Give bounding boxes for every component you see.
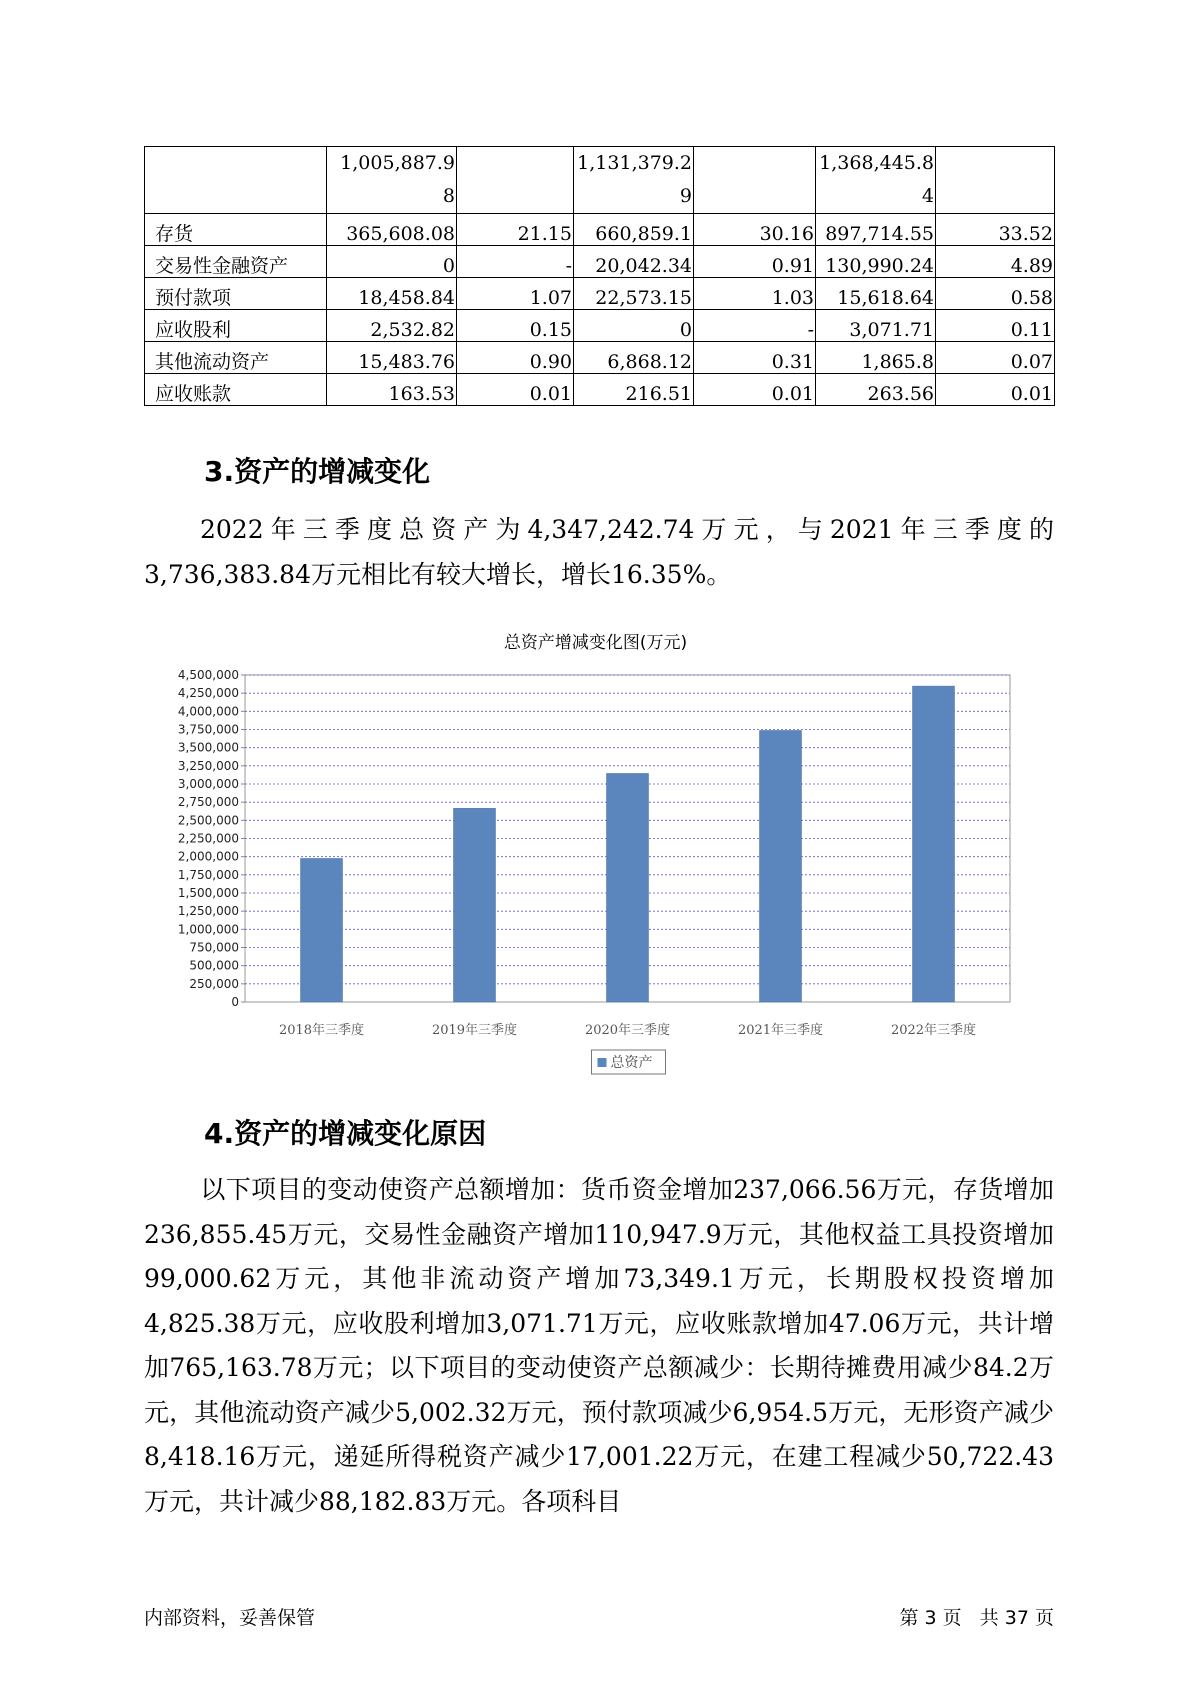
- table-cell: [694, 147, 816, 214]
- total-assets-chart: [150, 655, 1030, 1085]
- y-tick-label: 2,000,000: [177, 849, 239, 864]
- table-cell: 2,532.82: [327, 310, 457, 342]
- table-cell: 0.15: [457, 310, 574, 342]
- row-label: 预付款项: [145, 278, 327, 310]
- y-tick-label: 3,250,000: [177, 758, 239, 773]
- chart-title: 总资产增减变化图(万元): [503, 633, 688, 653]
- row-label: [145, 147, 327, 214]
- table-cell: 0: [574, 310, 694, 342]
- table-cell: 0.90: [457, 342, 574, 374]
- bar: [301, 858, 343, 1002]
- table-row: [145, 374, 1055, 406]
- table-row: [145, 278, 1055, 310]
- table-cell: 1,368,445.84: [816, 147, 936, 214]
- table-row: [145, 342, 1055, 374]
- y-tick-label: 1,750,000: [177, 867, 239, 882]
- table-cell: 263.56: [816, 374, 936, 406]
- table-row: [145, 147, 1055, 214]
- table-cell: 18,458.84: [327, 278, 457, 310]
- y-tick-label: 4,250,000: [177, 686, 239, 701]
- section-4-heading: 4.资产的增减变化原因: [204, 1117, 487, 1150]
- table-cell: 216.51: [574, 374, 694, 406]
- table-cell: 0.07: [936, 342, 1055, 374]
- section-3-heading: 3.资产的增减变化: [204, 455, 431, 488]
- table-cell: [457, 147, 574, 214]
- x-tick-label: 2021年三季度: [737, 1023, 824, 1038]
- y-tick-label: 3,500,000: [177, 740, 239, 755]
- y-tick-label: 1,500,000: [177, 886, 239, 900]
- table-cell: 15,483.76: [327, 342, 457, 374]
- table-cell: 1.03: [694, 278, 816, 310]
- row-label: 存货: [145, 214, 327, 246]
- table-cell: 6,868.12: [574, 342, 694, 374]
- table-cell: 365,608.08: [327, 214, 457, 246]
- table-row: [145, 310, 1055, 342]
- table-cell: 660,859.1: [574, 214, 694, 246]
- row-label: 其他流动资产: [145, 342, 327, 374]
- bar: [454, 808, 496, 1002]
- y-tick-label: 3,750,000: [177, 722, 239, 737]
- row-label: 应收股利: [145, 310, 327, 342]
- asset-table: [144, 146, 1055, 406]
- footer-confidential: 内部资料，妥善保管: [144, 1607, 316, 1629]
- bar: [760, 730, 802, 1002]
- table-cell: 1,865.8: [816, 342, 936, 374]
- table-cell: 130,990.24: [816, 246, 936, 278]
- x-tick-label: 2020年三季度: [584, 1023, 671, 1038]
- table-cell: 0: [327, 246, 457, 278]
- table-cell: 897,714.55: [816, 214, 936, 246]
- row-label: 交易性金融资产: [145, 246, 327, 278]
- table-cell: 1.07: [457, 278, 574, 310]
- table-cell: 0.11: [936, 310, 1055, 342]
- y-tick-label: 3,000,000: [177, 777, 239, 791]
- table-cell: 21.15: [457, 214, 574, 246]
- table-cell: 1,005,887.98: [327, 147, 457, 214]
- table-cell: 1,131,379.29: [574, 147, 694, 214]
- legend-swatch: [598, 1058, 607, 1067]
- y-tick-label: 250,000: [189, 976, 239, 991]
- y-tick-label: 2,500,000: [177, 813, 239, 828]
- footer-page-number: 第 3 页 共 37 页: [899, 1607, 1054, 1629]
- y-tick-label: 1,000,000: [177, 922, 239, 937]
- legend-label: 总资产: [610, 1055, 653, 1071]
- row-label: 应收账款: [145, 374, 327, 406]
- x-tick-label: 2019年三季度: [431, 1023, 518, 1038]
- x-tick-label: 2018年三季度: [278, 1023, 365, 1038]
- table-cell: 0.31: [694, 342, 816, 374]
- y-tick-label: 0: [231, 995, 239, 1009]
- y-tick-label: 2,750,000: [177, 795, 239, 810]
- x-tick-label: 2022年三季度: [890, 1023, 977, 1038]
- y-tick-label: 4,000,000: [177, 704, 239, 719]
- y-tick-label: 1,250,000: [177, 904, 239, 919]
- bar: [607, 773, 649, 1002]
- table-cell: 30.16: [694, 214, 816, 246]
- table-cell: 0.58: [936, 278, 1055, 310]
- table-cell: -: [694, 310, 816, 342]
- table-cell: 0.01: [457, 374, 574, 406]
- section-3-paragraph: 2022年三季度总资产为4,347,242.74万元，与2021年三季度的3,736,383.84万元相比有较大增长，增长16.35%。: [144, 515, 1054, 589]
- y-tick-label: 500,000: [189, 958, 239, 973]
- table-cell: 33.52: [936, 214, 1055, 246]
- table-cell: -: [457, 246, 574, 278]
- table-cell: 0.01: [694, 374, 816, 406]
- table-cell: 163.53: [327, 374, 457, 406]
- table-row: [145, 214, 1055, 246]
- table-cell: 22,573.15: [574, 278, 694, 310]
- table-cell: 0.01: [936, 374, 1055, 406]
- table-cell: 4.89: [936, 246, 1055, 278]
- table-cell: 3,071.71: [816, 310, 936, 342]
- y-tick-label: 750,000: [189, 940, 239, 955]
- table-cell: 15,618.64: [816, 278, 936, 310]
- y-tick-label: 2,250,000: [177, 831, 239, 846]
- bar: [913, 686, 955, 1002]
- table-row: [145, 246, 1055, 278]
- table-cell: 0.91: [694, 246, 816, 278]
- y-tick-label: 4,500,000: [177, 668, 239, 682]
- table-cell: 20,042.34: [574, 246, 694, 278]
- section-4-paragraph: 以下项目的变动使资产总额增加：货币资金增加237,066.56万元，存货增加236,855.45万元，交易性金融资产增加110,947.9万元，其他权益工具投资增加99,000.62万元，其他非流动资产增加73,349.1万元，长期股权投资增加4,825.38万元，应收股利增加3,071.71万元，应收账款增加47.06万元，共计增加765,163.78万元；以下项目的变动使资产总额减少：长期待摊费用减少84.2万元，其他流动资产减少5,002.32万元，预付款项减少6,954.5万元，无形资产减少8,418.16万元，递延所得税资产减少17,001.22万元，在建工程减少50,722.43万元，共计减少88,182.83万元。各项科目: [144, 1175, 1054, 1516]
- table-cell: [936, 147, 1055, 214]
